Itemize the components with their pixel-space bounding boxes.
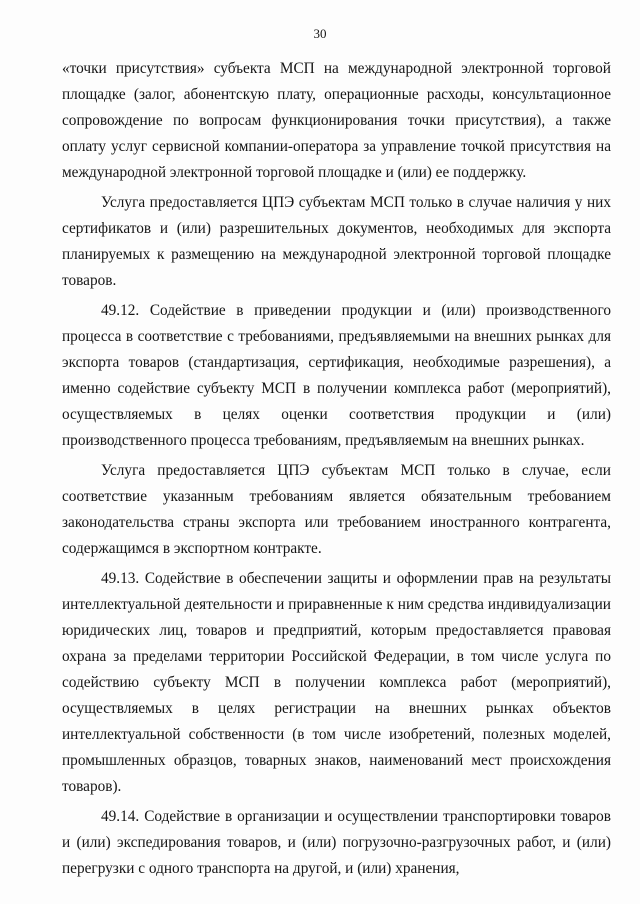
paragraph-service-condition-certificates: Услуга предоставляется ЦПЭ субъектам МСП только в случае наличия у них сертификатов и (или) разрешительных документов, необходимых для экспорта планируемых к размещению на международной электронной торговой площадке товаров.	[62, 194, 611, 289]
document-body	[62, 56, 611, 886]
paragraph-49-13: 49.13. Содействие в обеспечении защиты и оформлении прав на результаты интеллектуальной деятельности и приравненные к ним средства индивидуализации юридических лиц, товаров и предприятий, которым предоставляется правовая охрана за пределами территории Российской Федерации, в том числе услуга по содействию субъекту МСП в получении комплекса работ (мероприятий), осуществляемых в целях регистрации на внешних рынках объектов интеллектуальной собственности (в том числе изобретений, полезных моделей, промышленных образцов, товарных знаков, наименований мест происхождения товаров).	[62, 570, 611, 795]
paragraph-continuation: «точки присутствия» субъекта МСП на международной электронной торговой площадке (залог, абонентскую плату, операционные расходы, консультационное сопровождение по вопросам функционирования точки присутствия), а также оплату услуг сервисной компании-оператора за управление точкой присутствия на международной электронной торговой площадке и (или) ее поддержку.	[62, 60, 611, 181]
paragraph-49-14: 49.14. Содействие в организации и осуществлении транспортировки товаров и (или) экспедирования товаров, и (или) погрузочно-разгрузочных работ, и (или) перегрузки с одного транспорта на другой, и (или) хранения,	[62, 808, 611, 877]
page-number: 30	[313, 26, 327, 41]
paragraph-49-12: 49.12. Содействие в приведении продукции и (или) производственного процесса в соответствие с требованиями, предъявляемыми на внешних рынках для экспорта товаров (стандартизация, сертификация, необходимые разрешения), а именно содействие субъекту МСП в получении комплекса работ (мероприятий), осуществляемых в целях оценки соответствия продукции и (или) производственного процесса требованиям, предъявляемым на внешних рынках.	[62, 302, 611, 449]
paragraph-service-condition-requirements: Услуга предоставляется ЦПЭ субъектам МСП только в случае, если соответствие указанным требованиям является обязательным требованием законодательства страны экспорта или требованием иностранного контрагента, содержащимся в экспортном контракте.	[62, 462, 611, 557]
